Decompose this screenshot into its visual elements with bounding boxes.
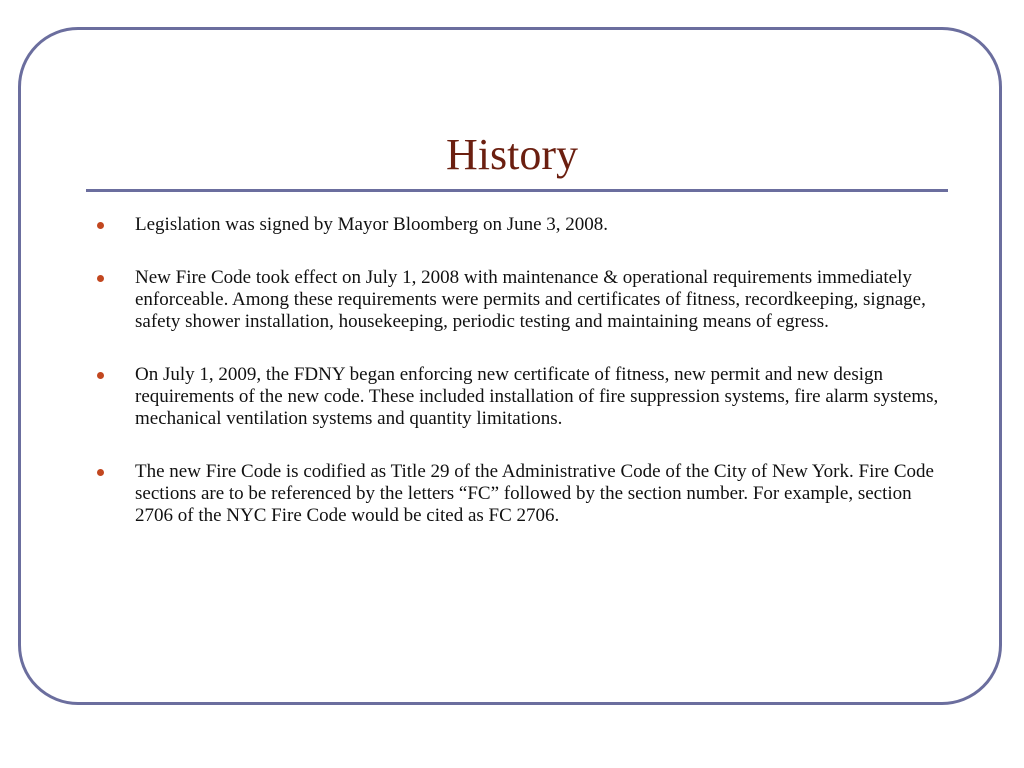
bullet-text-2: New Fire Code took effect on July 1, 2008 with maintenance & operational requirements immediately enforceable. Among these requirements were permits and certificates of fitness, recordkeeping, signage, safety shower installation, housekeeping, periodic testing and maintaining means of egress. — [135, 267, 926, 332]
bullet-item-4 — [96, 461, 946, 527]
bullet-list — [96, 214, 946, 558]
title-divider — [86, 189, 948, 192]
bullet-dot-icon — [97, 275, 104, 282]
bullet-dot-icon — [97, 222, 104, 229]
bullet-item-2 — [96, 267, 946, 333]
bullet-dot-icon — [97, 372, 104, 379]
bullet-text-1: Legislation was signed by Mayor Bloomberg on June 3, 2008. — [135, 214, 609, 235]
bullet-text-4: The new Fire Code is codified as Title 29 of the Administrative Code of the City of New York. Fire Code sections are to be referenced by the letters “FC” followed by the section number. For example, section 2706 of the NYC Fire Code would be cited as FC 2706. — [135, 461, 934, 526]
bullet-text-3: On July 1, 2009, the FDNY began enforcing new certificate of fitness, new permit and new design requirements of the new code. These included installation of fire suppression systems, fire alarm systems, mechanical ventilation systems and quantity limitations. — [135, 364, 939, 429]
bullet-dot-icon — [97, 469, 104, 476]
bullet-item-1 — [96, 214, 946, 236]
slide-title: History — [446, 130, 578, 179]
bullet-item-3 — [96, 364, 946, 430]
